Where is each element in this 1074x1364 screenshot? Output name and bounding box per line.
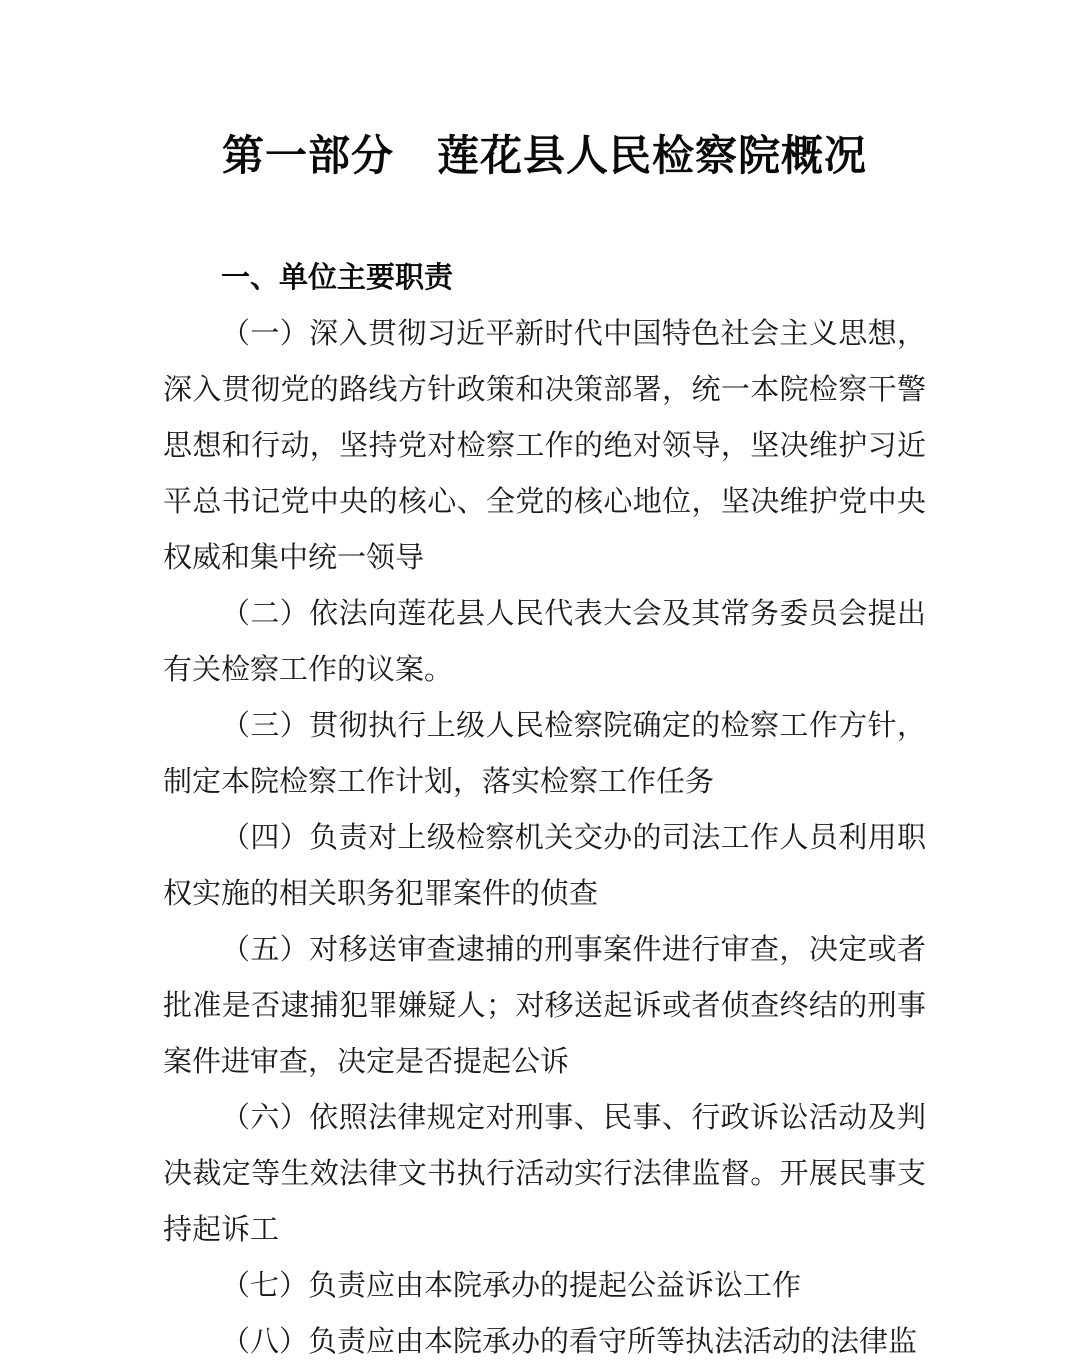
paragraph-6: （六）依照法律规定对刑事、民事、行政诉讼活动及判决裁定等生效法律文书执行活动实行法律监督。开展民事支持起诉工 <box>163 1102 926 1246</box>
paragraph-8: （八）负责应由本院承办的看守所等执法活动的法律监 <box>221 1326 918 1358</box>
paragraph-1: （一）深入贯彻习近平新时代中国特色社会主义思想，深入贯彻党的路线方针政策和决策部署，统一本院检察干警思想和行动，坚持党对检察工作的绝对领导，坚决维护习近平总书记党中央的核心、全党的核心地位，坚决维护党中央权威和集中统一领导 <box>163 318 926 574</box>
paragraph-5: （五）对移送审查逮捕的刑事案件进行审查，决定或者批准是否逮捕犯罪嫌疑人；对移送起诉或者侦查终结的刑事案件进审查，决定是否提起公诉 <box>163 934 926 1078</box>
paragraph-3: （三）贯彻执行上级人民检察院确定的检察工作方针，制定本院检察工作计划，落实检察工作任务 <box>163 710 926 798</box>
document-title: 第一部分 莲花县人民检察院概况 <box>221 134 867 180</box>
paragraph-2: （二）依法向莲花县人民代表大会及其常务委员会提出有关检察工作的议案。 <box>163 598 926 686</box>
section-heading: 一、单位主要职责 <box>221 262 454 294</box>
paragraph-7: （七）负责应由本院承办的提起公益诉讼工作 <box>221 1270 802 1302</box>
paragraph-4: （四）负责对上级检察机关交办的司法工作人员利用职权实施的相关职务犯罪案件的侦查 <box>163 822 926 910</box>
document-body <box>163 306 926 1364</box>
